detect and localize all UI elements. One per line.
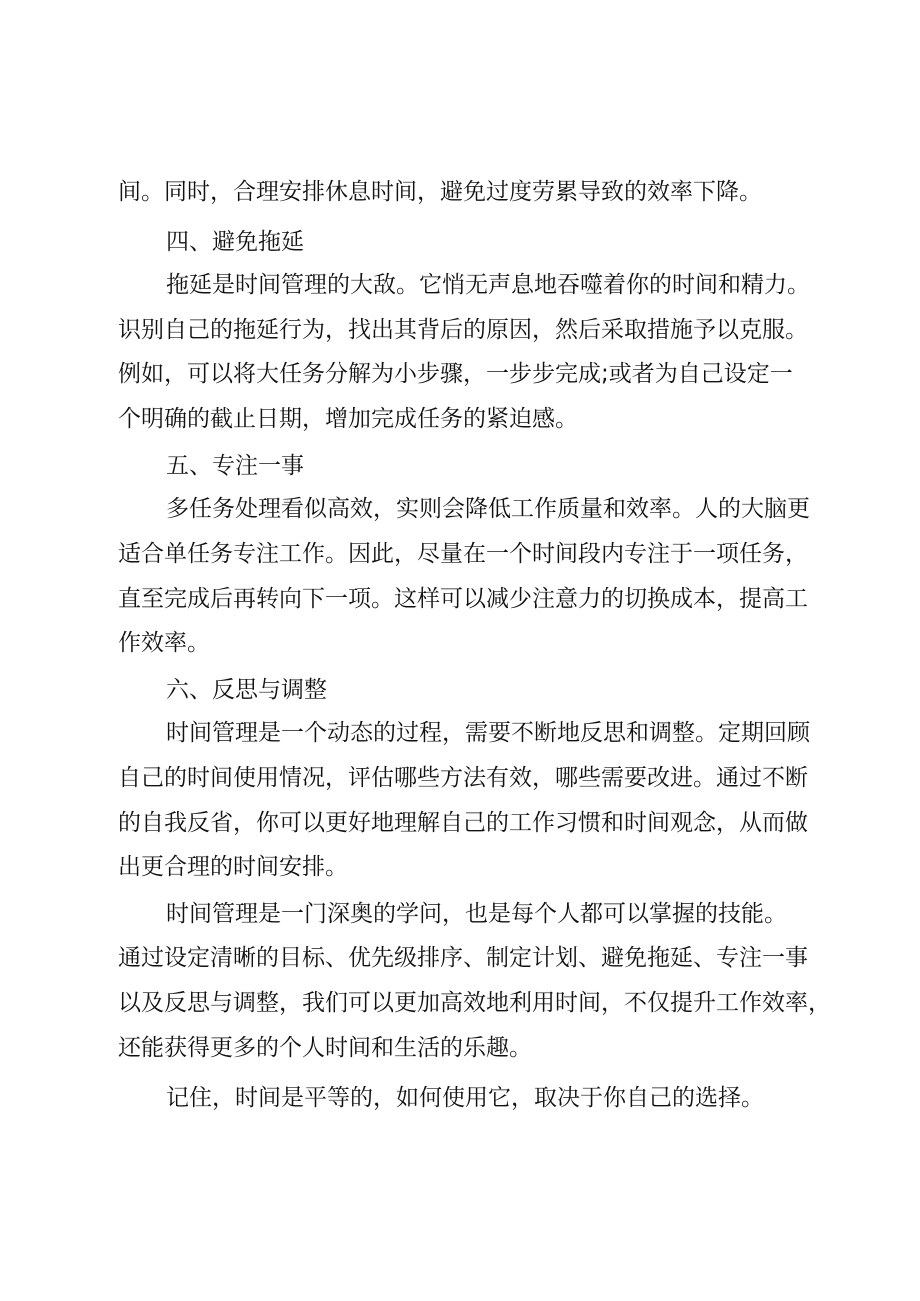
paragraph-line: 还能获得更多的个人时间和生活的乐趣。 — [118, 1035, 532, 1061]
paragraph-line: 识别自己的拖延行为，找出其背后的原因，然后采取措施予以克服。 — [118, 317, 808, 343]
paragraph-line: 例如，可以将大任务分解为小步骤，一步步完成;或者为自己设定一 — [118, 361, 793, 387]
paragraph-line: 多任务处理看似高效，实则会降低工作质量和效率。人的大脑更 — [166, 496, 810, 522]
paragraph-line: 作效率。 — [118, 630, 210, 656]
section-heading: 六、反思与调整 — [166, 677, 327, 703]
paragraph-line: 适合单任务专注工作。因此，尽量在一个时间段内专注于一项任务， — [118, 541, 808, 567]
paragraph-line: 的自我反省，你可以更好地理解自己的工作习惯和时间观念，从而做 — [118, 810, 808, 836]
paragraph-line: 时间管理是一门深奥的学问，也是每个人都可以掌握的技能。 — [166, 901, 787, 927]
paragraph-line: 拖延是时间管理的大敌。它悄无声息地吞噬着你的时间和精力。 — [166, 272, 810, 298]
paragraph-line: 以及反思与调整，我们可以更加高效地利用时间，不仅提升工作效率， — [118, 990, 831, 1016]
paragraph-line: 个明确的截止日期，增加完成任务的紧迫感。 — [118, 406, 578, 432]
paragraph-line: 自己的时间使用情况，评估哪些方法有效，哪些需要改进。通过不断 — [118, 765, 808, 791]
paragraph-line: 间。同时，合理安排休息时间，避免过度劳累导致的效率下降。 — [118, 179, 762, 205]
paragraph-line: 出更合理的时间安排。 — [118, 854, 348, 880]
paragraph-line: 直至完成后再转向下一项。这样可以减少注意力的切换成本，提高工 — [118, 586, 808, 612]
closing-line: 记住，时间是平等的，如何使用它，取决于你自己的选择。 — [166, 1085, 764, 1111]
section-heading: 四、避免拖延 — [166, 229, 304, 255]
paragraph-line: 时间管理是一个动态的过程，需要不断地反思和调整。定期回顾 — [166, 720, 810, 746]
section-heading: 五、专注一事 — [166, 453, 304, 479]
paragraph-line: 通过设定清晰的目标、优先级排序、制定计划、避免拖延、专注一事 — [118, 945, 808, 971]
